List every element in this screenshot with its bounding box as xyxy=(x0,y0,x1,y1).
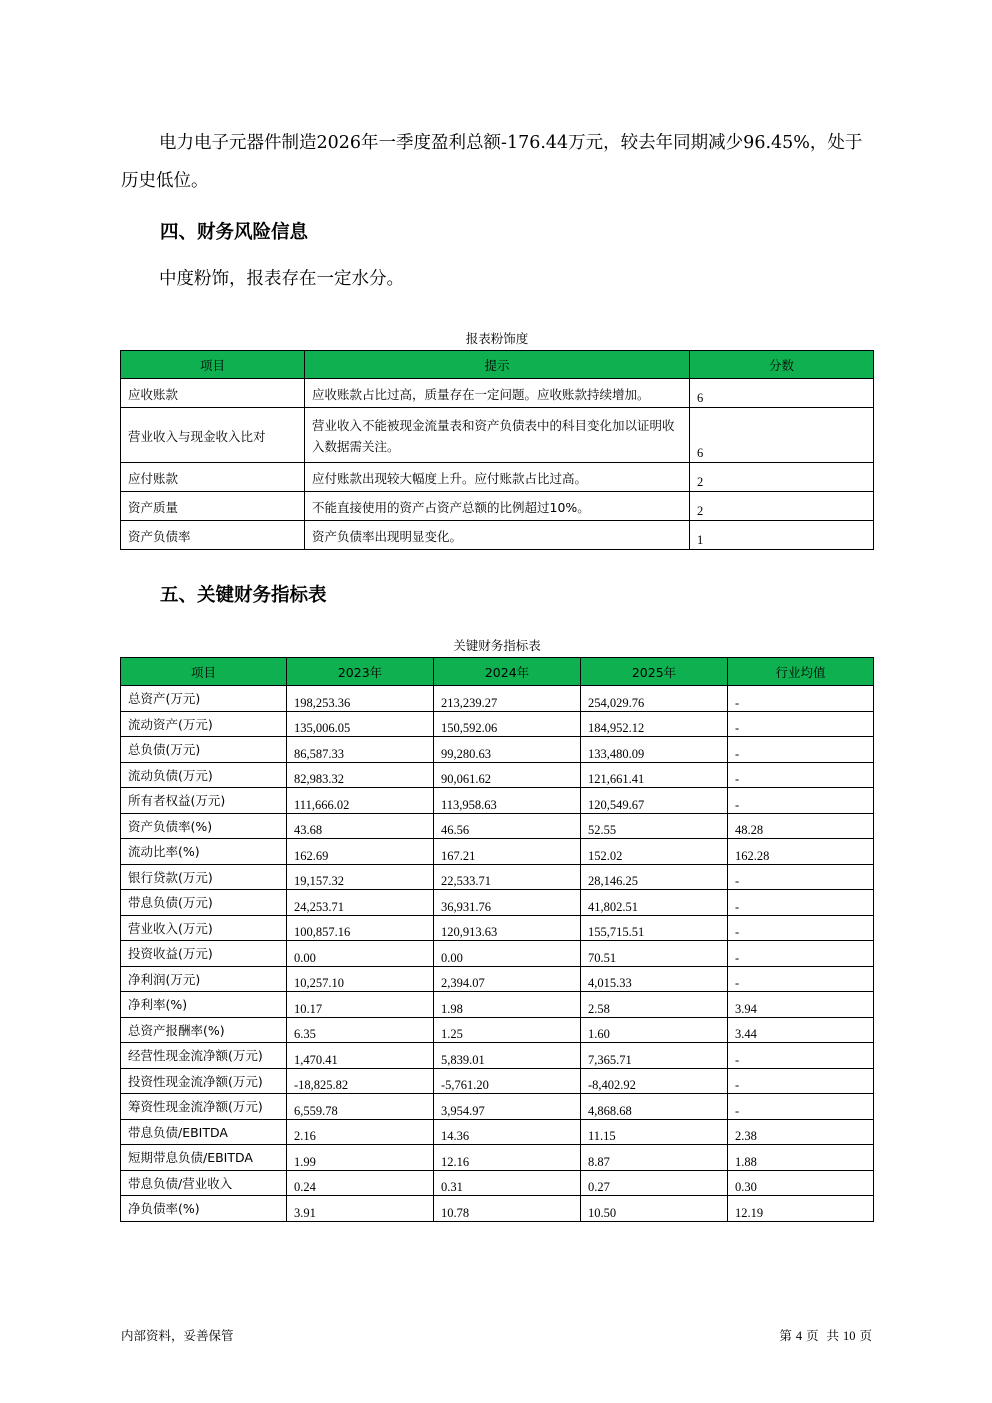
kpi-2023-cell: 6.35 xyxy=(287,1017,434,1043)
kpi-2024-cell: 0.00 xyxy=(434,941,581,967)
kpi-2023-cell: -18,825.82 xyxy=(287,1068,434,1094)
kpi-2025-cell: 184,952.12 xyxy=(581,711,728,737)
kpi-industry-avg-cell: 48.28 xyxy=(728,813,874,839)
kpi-2023-cell: 10.17 xyxy=(287,992,434,1018)
kpi-table-row xyxy=(121,737,874,763)
kpi-2025-cell: 70.51 xyxy=(581,941,728,967)
kpi-table-row xyxy=(121,788,874,814)
kpi-item-cell: 净负债率(%) xyxy=(121,1196,287,1222)
kpi-item-cell: 银行贷款(万元) xyxy=(121,864,287,890)
risk-table-row xyxy=(121,463,874,492)
kpi-2023-cell: 82,983.32 xyxy=(287,762,434,788)
risk-col-header: 提示 xyxy=(305,351,690,379)
kpi-2025-cell: 4,015.33 xyxy=(581,966,728,992)
kpi-item-cell: 净利润(万元) xyxy=(121,966,287,992)
kpi-table-row xyxy=(121,1043,874,1069)
kpi-2023-cell: 198,253.36 xyxy=(287,686,434,712)
risk-table-caption: 报表粉饰度 xyxy=(465,331,529,346)
kpi-table-row xyxy=(121,686,874,712)
risk-table-header-row xyxy=(121,351,874,379)
kpi-2025-cell: 8.87 xyxy=(581,1145,728,1171)
kpi-table xyxy=(120,657,874,1222)
kpi-2024-cell: 22,533.71 xyxy=(434,864,581,890)
kpi-2023-cell: 2.16 xyxy=(287,1119,434,1145)
kpi-2024-cell: 36,931.76 xyxy=(434,890,581,916)
kpi-table-row xyxy=(121,813,874,839)
kpi-table-row xyxy=(121,966,874,992)
kpi-2025-cell: 52.55 xyxy=(581,813,728,839)
intro-text: 电力电子元器件制造2026年一季度盈利总额-176.44万元，较去年同期减少96.45%，处于历史低位。 xyxy=(121,133,863,191)
kpi-2025-cell: 28,146.25 xyxy=(581,864,728,890)
kpi-table-header-row xyxy=(121,658,874,686)
kpi-item-cell: 投资性现金流净额(万元) xyxy=(121,1068,287,1094)
risk-table-row xyxy=(121,521,874,550)
kpi-table-row xyxy=(121,839,874,865)
kpi-2024-cell: 2,394.07 xyxy=(434,966,581,992)
kpi-2024-cell: 150,592.06 xyxy=(434,711,581,737)
kpi-item-cell: 资产负债率(%) xyxy=(121,813,287,839)
kpi-item-cell: 总资产(万元) xyxy=(121,686,287,712)
kpi-col-header: 2024年 xyxy=(434,658,581,686)
kpi-table-row xyxy=(121,1145,874,1171)
risk-hint-cell: 营业收入不能被现金流量表和资产负债表中的科目变化加以证明收入数据需关注。 xyxy=(305,408,690,463)
kpi-2024-cell: 1.25 xyxy=(434,1017,581,1043)
kpi-2024-cell: 12.16 xyxy=(434,1145,581,1171)
kpi-2024-cell: 213,239.27 xyxy=(434,686,581,712)
kpi-2025-cell: 2.58 xyxy=(581,992,728,1018)
kpi-2024-cell: 1.98 xyxy=(434,992,581,1018)
kpi-2024-cell: 3,954.97 xyxy=(434,1094,581,1120)
kpi-2023-cell: 111,666.02 xyxy=(287,788,434,814)
risk-summary-paragraph xyxy=(121,260,873,298)
kpi-2023-cell: 100,857.16 xyxy=(287,915,434,941)
kpi-2024-cell: 0.31 xyxy=(434,1170,581,1196)
kpi-item-cell: 净利率(%) xyxy=(121,992,287,1018)
risk-hint-cell: 资产负债率出现明显变化。 xyxy=(305,521,690,550)
footer-page-suffix: 页 xyxy=(859,1328,872,1343)
footer-page-number xyxy=(779,1326,872,1344)
kpi-industry-avg-cell: 2.38 xyxy=(728,1119,874,1145)
kpi-2023-cell: 1.99 xyxy=(287,1145,434,1171)
kpi-table-row xyxy=(121,992,874,1018)
kpi-2025-cell: 1.60 xyxy=(581,1017,728,1043)
kpi-2023-cell: 43.68 xyxy=(287,813,434,839)
risk-table-row xyxy=(121,492,874,521)
kpi-col-header: 项目 xyxy=(121,658,287,686)
risk-score-cell: 2 xyxy=(690,463,874,492)
footer-confidential-note: 内部资料，妥善保管 xyxy=(121,1328,234,1343)
risk-score-cell: 2 xyxy=(690,492,874,521)
kpi-industry-avg-cell: - xyxy=(728,1043,874,1069)
kpi-industry-avg-cell: - xyxy=(728,915,874,941)
footer-page-total: 10 xyxy=(843,1329,856,1343)
kpi-2024-cell: 10.78 xyxy=(434,1196,581,1222)
risk-score-cell: 6 xyxy=(690,379,874,408)
kpi-industry-avg-cell: 12.19 xyxy=(728,1196,874,1222)
kpi-2024-cell: 120,913.63 xyxy=(434,915,581,941)
kpi-item-cell: 投资收益(万元) xyxy=(121,941,287,967)
risk-score-cell: 1 xyxy=(690,521,874,550)
kpi-2023-cell: 162.69 xyxy=(287,839,434,865)
section5-heading: 五、关键财务指标表 xyxy=(160,585,327,606)
kpi-2023-cell: 24,253.71 xyxy=(287,890,434,916)
kpi-table-row xyxy=(121,915,874,941)
kpi-2024-cell: 90,061.62 xyxy=(434,762,581,788)
kpi-2023-cell: 19,157.32 xyxy=(287,864,434,890)
kpi-item-cell: 带息负债/EBITDA xyxy=(121,1119,287,1145)
kpi-table-row xyxy=(121,1170,874,1196)
risk-score-cell: 6 xyxy=(690,408,874,463)
kpi-industry-avg-cell: 0.30 xyxy=(728,1170,874,1196)
kpi-industry-avg-cell: - xyxy=(728,788,874,814)
kpi-2024-cell: 99,280.63 xyxy=(434,737,581,763)
kpi-2023-cell: 3.91 xyxy=(287,1196,434,1222)
kpi-table-row xyxy=(121,1068,874,1094)
kpi-industry-avg-cell: - xyxy=(728,966,874,992)
kpi-industry-avg-cell: 1.88 xyxy=(728,1145,874,1171)
kpi-2025-cell: 254,029.76 xyxy=(581,686,728,712)
kpi-2023-cell: 135,006.05 xyxy=(287,711,434,737)
kpi-table-caption: 关键财务指标表 xyxy=(453,638,541,653)
kpi-item-cell: 流动比率(%) xyxy=(121,839,287,865)
kpi-table-row xyxy=(121,1119,874,1145)
kpi-2023-cell: 1,470.41 xyxy=(287,1043,434,1069)
kpi-item-cell: 营业收入(万元) xyxy=(121,915,287,941)
kpi-col-header: 2023年 xyxy=(287,658,434,686)
kpi-item-cell: 所有者权益(万元) xyxy=(121,788,287,814)
kpi-industry-avg-cell: - xyxy=(728,1094,874,1120)
kpi-2025-cell: 7,365.71 xyxy=(581,1043,728,1069)
section4-heading: 四、财务风险信息 xyxy=(160,222,309,243)
kpi-2023-cell: 10,257.10 xyxy=(287,966,434,992)
kpi-2025-cell: -8,402.92 xyxy=(581,1068,728,1094)
kpi-2023-cell: 6,559.78 xyxy=(287,1094,434,1120)
kpi-table-row xyxy=(121,890,874,916)
kpi-2024-cell: 46.56 xyxy=(434,813,581,839)
kpi-item-cell: 流动负债(万元) xyxy=(121,762,287,788)
kpi-industry-avg-cell: 3.94 xyxy=(728,992,874,1018)
kpi-col-header: 行业均值 xyxy=(728,658,874,686)
kpi-industry-avg-cell: 3.44 xyxy=(728,1017,874,1043)
risk-col-header: 项目 xyxy=(121,351,305,379)
kpi-item-cell: 带息负债/营业收入 xyxy=(121,1170,287,1196)
kpi-2025-cell: 133,480.09 xyxy=(581,737,728,763)
kpi-industry-avg-cell: - xyxy=(728,737,874,763)
kpi-item-cell: 短期带息负债/EBITDA xyxy=(121,1145,287,1171)
risk-summary-text: 中度粉饰，报表存在一定水分。 xyxy=(159,269,404,289)
kpi-table-row xyxy=(121,1196,874,1222)
intro-paragraph xyxy=(121,124,873,200)
kpi-2024-cell: 5,839.01 xyxy=(434,1043,581,1069)
kpi-2024-cell: 14.36 xyxy=(434,1119,581,1145)
risk-item-cell: 应收账款 xyxy=(121,379,305,408)
kpi-table-row xyxy=(121,762,874,788)
kpi-2025-cell: 120,549.67 xyxy=(581,788,728,814)
kpi-item-cell: 流动资产(万元) xyxy=(121,711,287,737)
kpi-2024-cell: -5,761.20 xyxy=(434,1068,581,1094)
risk-item-cell: 营业收入与现金收入比对 xyxy=(121,408,305,463)
risk-item-cell: 应付账款 xyxy=(121,463,305,492)
risk-table xyxy=(120,350,874,550)
kpi-industry-avg-cell: 162.28 xyxy=(728,839,874,865)
kpi-2025-cell: 11.15 xyxy=(581,1119,728,1145)
kpi-table-row xyxy=(121,941,874,967)
kpi-item-cell: 总负债(万元) xyxy=(121,737,287,763)
risk-col-header: 分数 xyxy=(690,351,874,379)
kpi-table-row xyxy=(121,1017,874,1043)
footer-page-prefix: 第 xyxy=(779,1328,792,1343)
kpi-industry-avg-cell: - xyxy=(728,711,874,737)
kpi-industry-avg-cell: - xyxy=(728,890,874,916)
kpi-2025-cell: 0.27 xyxy=(581,1170,728,1196)
risk-item-cell: 资产质量 xyxy=(121,492,305,521)
kpi-table-row xyxy=(121,1094,874,1120)
risk-table-row xyxy=(121,379,874,408)
kpi-item-cell: 带息负债(万元) xyxy=(121,890,287,916)
kpi-2025-cell: 121,661.41 xyxy=(581,762,728,788)
kpi-2025-cell: 155,715.51 xyxy=(581,915,728,941)
kpi-industry-avg-cell: - xyxy=(728,762,874,788)
risk-item-cell: 资产负债率 xyxy=(121,521,305,550)
kpi-col-header: 2025年 xyxy=(581,658,728,686)
kpi-industry-avg-cell: - xyxy=(728,864,874,890)
footer-page-current: 4 xyxy=(795,1329,803,1343)
kpi-2023-cell: 0.00 xyxy=(287,941,434,967)
kpi-item-cell: 总资产报酬率(%) xyxy=(121,1017,287,1043)
kpi-industry-avg-cell: - xyxy=(728,1068,874,1094)
kpi-table-row xyxy=(121,864,874,890)
kpi-2025-cell: 41,802.51 xyxy=(581,890,728,916)
kpi-item-cell: 经营性现金流净额(万元) xyxy=(121,1043,287,1069)
kpi-item-cell: 筹资性现金流净额(万元) xyxy=(121,1094,287,1120)
kpi-table-row xyxy=(121,711,874,737)
kpi-industry-avg-cell: - xyxy=(728,941,874,967)
kpi-2024-cell: 167.21 xyxy=(434,839,581,865)
risk-hint-cell: 应收账款占比过高，质量存在一定问题。应收账款持续增加。 xyxy=(305,379,690,408)
kpi-2025-cell: 10.50 xyxy=(581,1196,728,1222)
kpi-2024-cell: 113,958.63 xyxy=(434,788,581,814)
footer-page-mid: 页 共 xyxy=(806,1328,840,1343)
kpi-2023-cell: 86,587.33 xyxy=(287,737,434,763)
kpi-2025-cell: 152.02 xyxy=(581,839,728,865)
kpi-industry-avg-cell: - xyxy=(728,686,874,712)
risk-hint-cell: 应付账款出现较大幅度上升。应付账款占比过高。 xyxy=(305,463,690,492)
kpi-2025-cell: 4,868.68 xyxy=(581,1094,728,1120)
risk-hint-cell: 不能直接使用的资产占资产总额的比例超过10%。 xyxy=(305,492,690,521)
kpi-2023-cell: 0.24 xyxy=(287,1170,434,1196)
risk-table-row xyxy=(121,408,874,463)
